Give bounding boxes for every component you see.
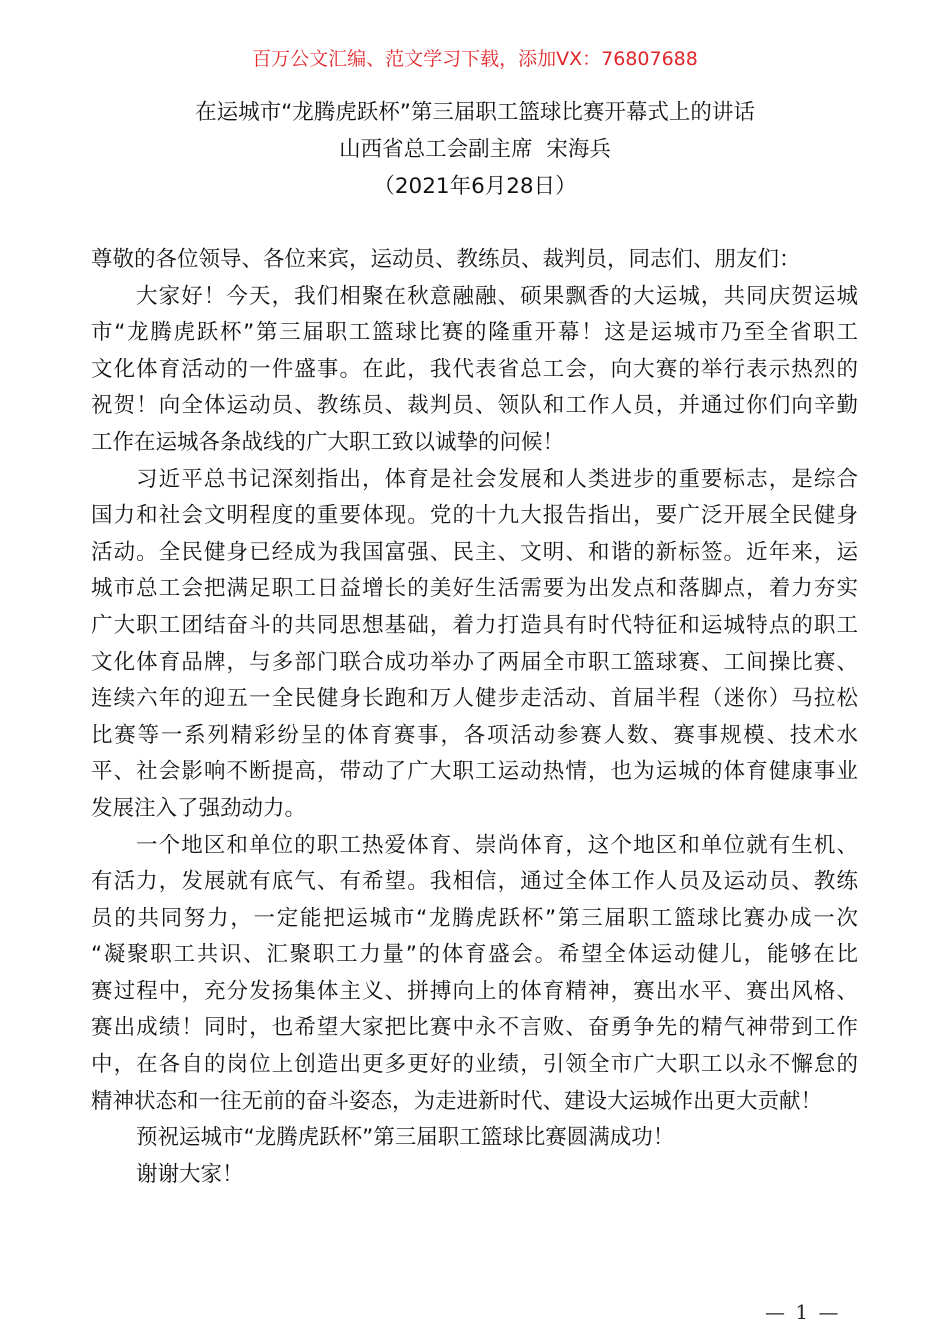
paragraph: [91, 462, 858, 828]
text-line: 一个地区和单位的职工热爱体育、崇尚体育，这个地区和单位就有生机、: [136, 832, 858, 858]
text-line: 谢谢大家！: [136, 1161, 244, 1187]
text-line: 城市总工会把满足职工日益增长的美好生活需要为出发点和落脚点，着力夯实: [91, 576, 858, 602]
speech-body: [91, 242, 858, 1193]
text-line: 习近平总书记深刻指出，体育是社会发展和人类进步的重要标志，是综合: [136, 466, 858, 492]
watermark-banner: 百万公文汇编、范文学习下载，添加VX：76807688: [252, 48, 698, 70]
text-line: 员的共同努力，一定能把运城市“龙腾虎跃杯”第三届职工篮球比赛办成一次: [91, 905, 858, 931]
text-line: 赛出成绩！同时，也希望大家把比赛中永不言败、奋勇争先的精气神带到工作: [91, 1015, 858, 1041]
text-line: 文化体育活动的一件盛事。在此，我代表省总工会，向大赛的举行表示热烈的: [91, 356, 858, 382]
paragraph: [91, 242, 858, 279]
text-line: 赛过程中，充分发扬集体主义、拼搏向上的体育精神，赛出水平、赛出风格、: [91, 978, 858, 1004]
text-line: 活动。全民健身已经成为我国富强、民主、文明、和谐的新标签。近年来，运: [91, 539, 858, 565]
paragraph: [91, 828, 858, 1121]
title-block: [0, 94, 950, 205]
text-line: 有活力，发展就有底气、有希望。我相信，通过全体工作人员及运动员、教练: [91, 869, 858, 895]
text-line: 发展注入了强劲动力。: [91, 795, 307, 821]
text-line: 预祝运城市“龙腾虎跃杯”第三届职工篮球比赛圆满成功！: [136, 1125, 675, 1151]
text-line: “凝聚职工共识、汇聚职工力量”的体育盛会。希望全体运动健儿，能够在比: [91, 942, 858, 968]
text-line: 国力和社会文明程度的重要体现。党的十九大报告指出，要广泛开展全民健身: [91, 503, 858, 529]
text-line: 尊敬的各位领导、各位来宾，运动员、教练员、裁判员，同志们、朋友们：: [91, 247, 801, 272]
paragraph: [91, 1120, 858, 1157]
document-title: 在运城市“龙腾虎跃杯”第三届职工篮球比赛开幕式上的讲话: [195, 100, 755, 125]
paragraph: [91, 1157, 858, 1194]
text-line: 市“龙腾虎跃杯”第三届职工篮球比赛的隆重开幕！这是运城市乃至全省职工: [91, 320, 858, 346]
text-line: 精神状态和一往无前的奋斗姿态，为走进新时代、建设大运城作出更大贡献！: [91, 1088, 823, 1114]
text-line: 工作在运城各条战线的广大职工致以诚挚的问候！: [91, 429, 565, 455]
text-line: 平、社会影响不断提高，带动了广大职工运动热情，也为运城的体育健康事业: [91, 759, 858, 785]
paragraph: [91, 279, 858, 462]
text-line: 连续六年的迎五一全民健身长跑和万人健步走活动、首届半程（迷你）马拉松: [91, 686, 858, 712]
text-line: 比赛等一系列精彩纷呈的体育赛事，各项活动参赛人数、赛事规模、技术水: [91, 722, 858, 748]
text-line: 大家好！今天，我们相聚在秋意融融、硕果飘香的大运城，共同庆贺运城: [136, 283, 858, 309]
text-line: 广大职工团结奋斗的共同思想基础，着力打造具有时代特征和运城特点的职工: [91, 612, 858, 638]
text-line: 中，在各自的岗位上创造出更多更好的业绩，引领全市广大职工以永不懈怠的: [91, 1052, 858, 1078]
page-number: — 1 —: [765, 1300, 841, 1324]
text-line: 祝贺！向全体运动员、教练员、裁判员、领队和工作人员，并通过你们向辛勤: [91, 393, 858, 419]
text-line: 文化体育品牌，与多部门联合成功举办了两届全市职工篮球赛、工间操比赛、: [91, 649, 858, 675]
author-line: 山西省总工会副主席 宋海兵: [339, 137, 611, 162]
date-line: （2021年6月28日）: [373, 174, 577, 199]
